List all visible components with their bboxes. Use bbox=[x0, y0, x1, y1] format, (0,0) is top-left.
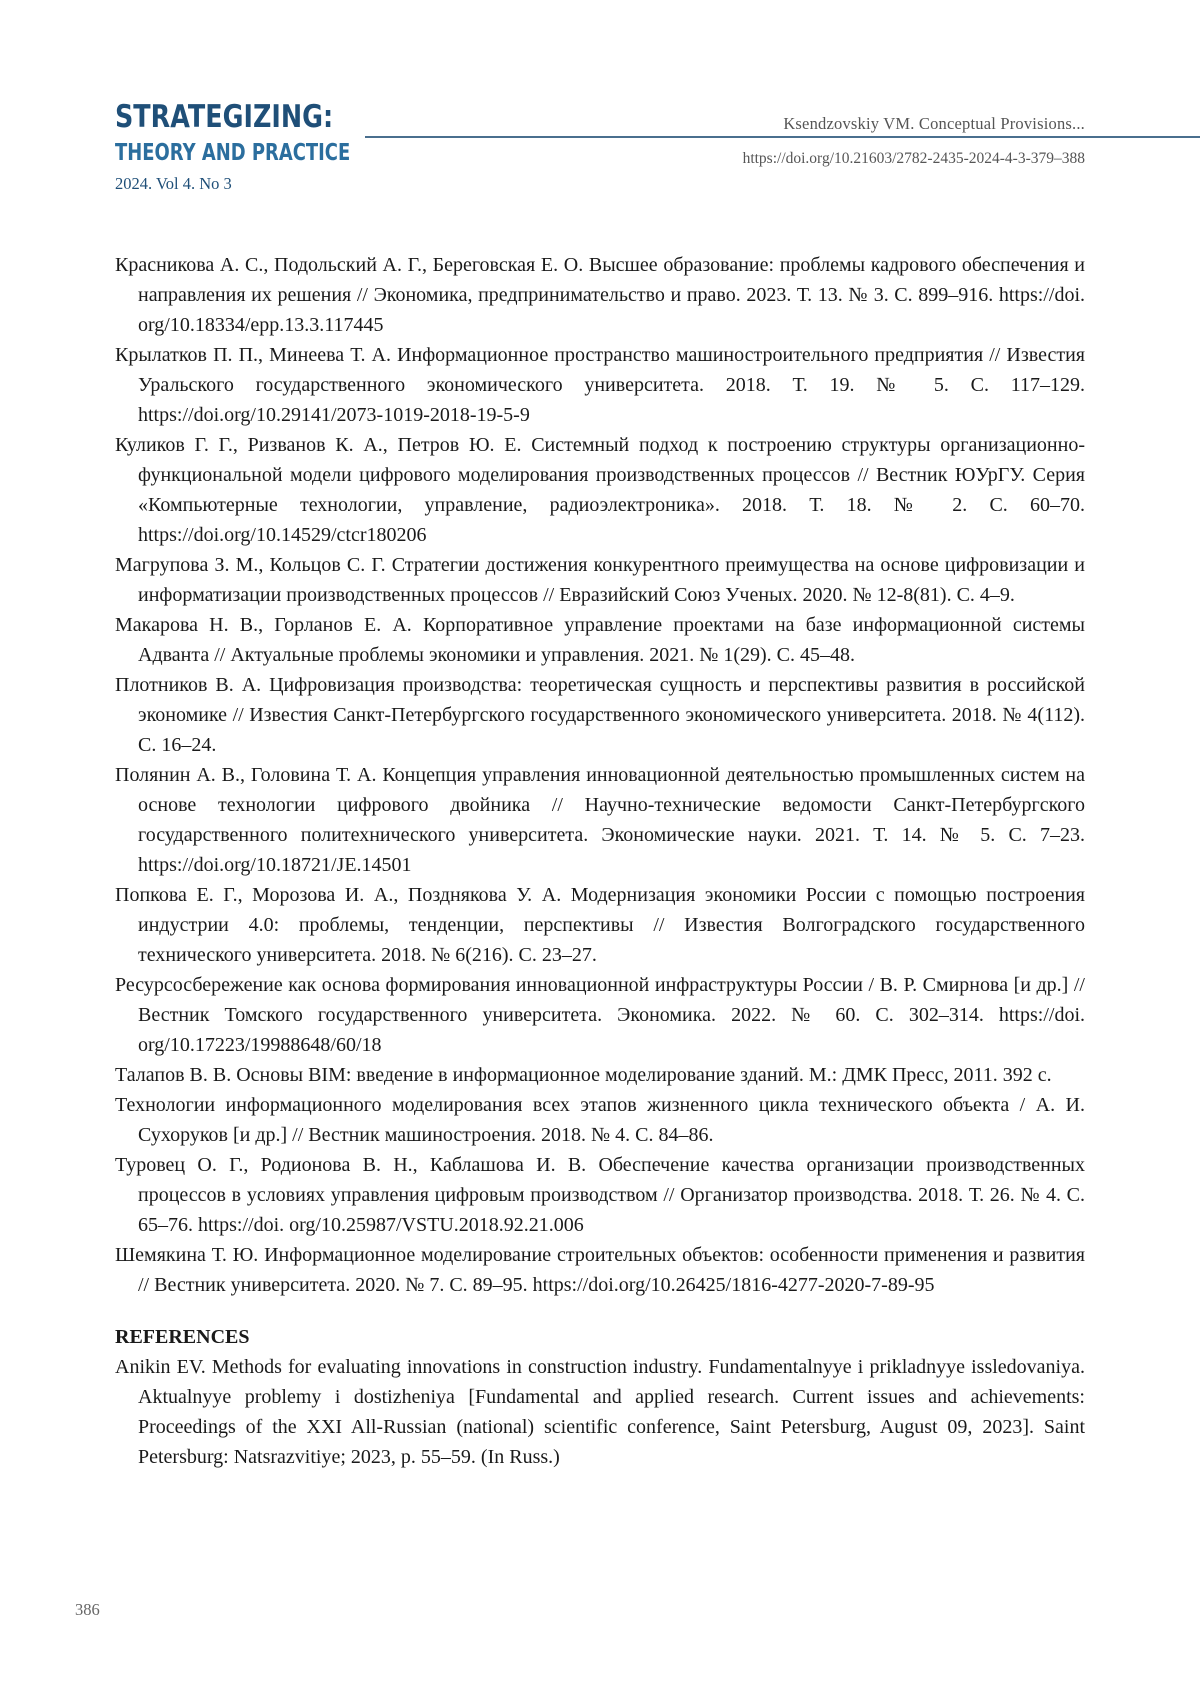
reference-entry: Шемякина Т. Ю. Информационное моделирование строительных объектов: особенности применения и развития // Вестник университета. 2020. № 7. С. 89–95. https://doi.org/10.26425/1816-4277-2020-7-89-95 bbox=[115, 1244, 1085, 1296]
reference-entry: Макарова Н. В., Горланов Е. А. Корпоративное управление проектами на базе информационной системы Адванта // Актуальные проблемы экономики и управления. 2021. № 1(29). С. 45–48. bbox=[115, 614, 1085, 666]
references-heading: REFERENCES bbox=[115, 1326, 250, 1348]
journal-masthead bbox=[115, 100, 417, 194]
header-rule bbox=[365, 136, 1200, 138]
reference-entry: Туровец О. Г., Родионова В. Н., Каблашова И. В. Обеспечение качества организации производственных процессов в условиях управления цифровым производством // Организатор производства. 2018. Т. 26. № 4. С. 65–76. https://doi. org/10.25987/VSTU.2018.92.21.006 bbox=[115, 1154, 1085, 1236]
reference-entry: Полянин А. В., Головина Т. А. Концепция управления инновационной деятельностью промышленных систем на основе технологии цифрового двойника // Научно-технические ведомости Санкт-Петербургского государственного политехнического университета. Экономические науки. 2021. Т. 14. № 5. С. 7–23. https://doi.org/10.18721/JE.14501 bbox=[115, 764, 1085, 876]
running-head: Ksendzovskiy VM. Conceptual Provisions... bbox=[783, 114, 1085, 133]
article-doi: https://doi.org/10.21603/2782-2435-2024-4-3-379–388 bbox=[742, 150, 1085, 167]
reference-entry: Куликов Г. Г., Ризванов К. А., Петров Ю. Е. Системный подход к построению структуры организационно-функциональной модели цифрового моделирования производственных процессов // Вестник ЮУрГУ. Серия «Компьютерные технологии, управление, радиоэлектроника». 2018. Т. 18. № 2. С. 60–70. https://doi.org/10.14529/ctcr180206 bbox=[115, 434, 1085, 546]
reference-entry: Красникова А. С., Подольский А. Г., Береговская Е. О. Высшее образование: проблемы кадрового обеспечения и направления их решения // Экономика, предпринимательство и право. 2023. Т. 13. № 3. С. 899–916. https://doi. org/10.18334/epp.13.3.117445 bbox=[115, 254, 1085, 336]
reference-entry: Попкова Е. Г., Морозова И. А., Позднякова У. А. Модернизация экономики России с помощью построения индустрии 4.0: проблемы, тенденции, перспективы // Известия Волгоградского государственного технического университета. 2018. № 6(216). С. 23–27. bbox=[115, 884, 1085, 966]
page-number: 386 bbox=[75, 1600, 100, 1619]
journal-issue: 2024. Vol 4. No 3 bbox=[115, 174, 232, 193]
reference-entry: Ресурсосбережение как основа формирования инновационной инфраструктуры России / В. Р. Смирнова [и др.] // Вестник Томского государственного университета. Экономика. 2022. № 60. С. 302–314. https://doi. org/10.17223/19988648/60/18 bbox=[115, 974, 1085, 1056]
reference-entry: Плотников В. А. Цифровизация производства: теоретическая сущность и перспективы развития в российской экономике // Известия Санкт-Петербургского государственного экономического университета. 2018. № 4(112). С. 16–24. bbox=[115, 674, 1085, 756]
journal-title: STRATEGIZING: bbox=[115, 99, 334, 135]
reference-entry: Магрупова З. М., Кольцов С. Г. Стратегии достижения конкурентного преимущества на основе цифровизации и информатизации производственных процессов // Евразийский Союз Ученых. 2020. № 12-8(81). С. 4–9. bbox=[115, 554, 1085, 606]
reference-entry-en: Anikin EV. Methods for evaluating innovations in construction industry. Fundamentalnyye i prikladnyye issledovaniya. Aktualnyye problemy i dostizheniya [Fundamental and applied research. Current issues and achievements: Proceedings of the XXI All-Russian (national) scientific conference, Saint Petersburg, August 09, 2023]. Saint Petersburg: Natsrazvitiye; 2023, p. 55–59. (In Russ.) bbox=[115, 1356, 1085, 1468]
reference-entry: Технологии информационного моделирования всех этапов жизненного цикла технического объекта / А. И. Сухоруков [и др.] // Вестник машиностроения. 2018. № 4. С. 84–86. bbox=[115, 1094, 1085, 1146]
journal-subtitle: THEORY AND PRACTICE bbox=[115, 140, 351, 166]
reference-list bbox=[115, 250, 1085, 1472]
reference-entry: Крылатков П. П., Минеева Т. А. Информационное пространство машиностроительного предприятия // Известия Уральского государственного экономического университета. 2018. Т. 19. № 5. С. 117–129. https://doi.org/10.29141/2073-1019-2018-19-5-9 bbox=[115, 344, 1085, 426]
reference-entry: Талапов В. В. Основы BIM: введение в информационное моделирование зданий. М.: ДМК Пресс, 2011. 392 с. bbox=[115, 1064, 1052, 1086]
